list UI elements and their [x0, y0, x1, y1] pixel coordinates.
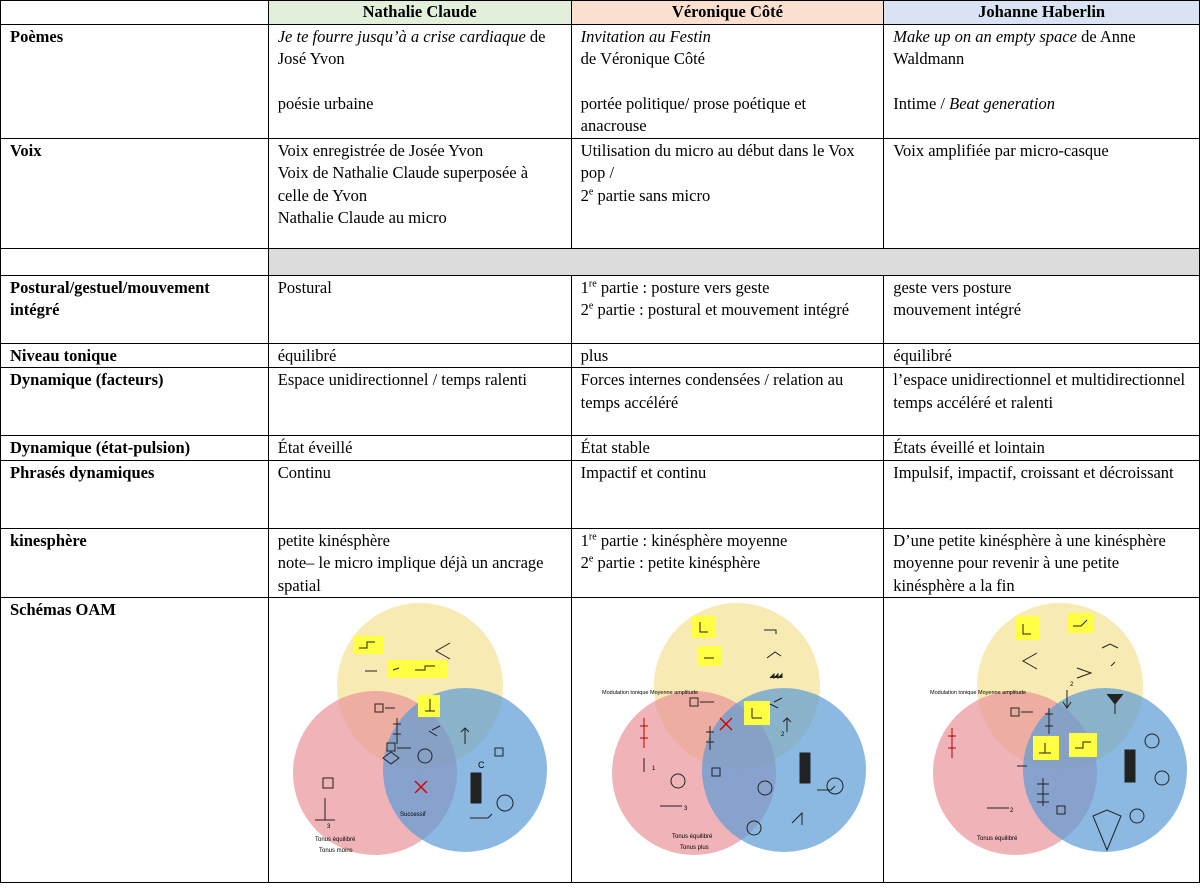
cell-voix-cote — [571, 138, 884, 248]
ordinal-suffix: e — [588, 186, 594, 197]
text-line: Nathalie Claude au micro — [277, 208, 447, 227]
cell-postural-claude: Postural — [268, 275, 571, 343]
sticky-note — [1033, 736, 1059, 760]
row-poemes — [1, 24, 1200, 138]
modulation-label: Modulation tonique Moyenne amplitude — [602, 690, 699, 696]
poem-title: Make up on an empty space — [893, 26, 1077, 46]
row-dyn-facteurs — [1, 368, 1200, 436]
row-label-kinesphere: kinesphère — [1, 528, 269, 598]
cell-kinesphere-cote — [571, 528, 884, 598]
tonus-label: Tonus équilibré — [672, 834, 713, 840]
body-shape — [800, 753, 810, 783]
poem-title: Je te fourre jusqu’à a crise cardiaque — [277, 26, 526, 46]
sticky-note — [1015, 616, 1039, 640]
poem-author: de José Yvon — [277, 26, 546, 68]
cell-dyn-facteurs-cote: Forces internes condensées / relation au temps accéléré — [571, 368, 884, 436]
ordinal: 2 — [580, 553, 589, 572]
oam-venn-diagram — [275, 598, 565, 878]
modulation-label: Modulation tonique Moyenne amplitude — [929, 690, 1026, 696]
poem-author: de Anne Waldmann — [893, 26, 1136, 68]
text-line: partie : posture vers geste — [596, 277, 770, 297]
cell-kinesphere-haberlin: D’une petite kinésphère à une kinésphère moyenne pour revenir à une petite kinésphère a la fin — [884, 528, 1200, 598]
cell-tonique-claude: équilibré — [268, 343, 571, 368]
cell-phrases-haberlin: Impulsif, impactif, croissant et décroissant — [884, 460, 1200, 528]
text-line: note– le micro implique déjà un ancrage spatial — [277, 553, 544, 595]
header-row — [1, 1, 1200, 25]
text-line: temps accéléré et ralenti — [893, 392, 1054, 412]
sticky-note — [1067, 613, 1093, 633]
separator-label-cell — [1, 248, 269, 275]
sticky-note — [697, 646, 721, 666]
row-schemas — [1, 598, 1200, 883]
cell-tonique-cote: plus — [571, 343, 884, 368]
ordinal: 2 — [580, 185, 589, 205]
header-veronique-cote: Véronique Côté — [571, 1, 884, 25]
text-line: petite kinésphère — [277, 530, 390, 550]
successif-label: Successif — [399, 812, 426, 818]
diagram-number: 3 — [684, 806, 688, 812]
ordinal: 2 — [580, 300, 589, 319]
cell-kinesphere-claude — [268, 528, 571, 598]
poem-title: Invitation au Festin — [580, 26, 711, 46]
row-postural — [1, 275, 1200, 343]
row-label-voix: Voix — [1, 138, 269, 248]
text-line: partie : petite kinésphère — [593, 553, 761, 572]
poem-note-italic: Beat generation — [949, 93, 1055, 113]
diagram-number: 2 — [1009, 808, 1013, 814]
ordinal-suffix: re — [588, 278, 597, 289]
row-label-dyn-facteurs: Dynamique (facteurs) — [1, 368, 269, 436]
header-blank — [1, 1, 269, 25]
text-line: partie sans micro — [593, 185, 711, 205]
diagram-letter: C — [477, 760, 485, 770]
text-line: partie : postural et mouvement intégré — [593, 300, 850, 319]
poem-note: portée politique/ prose poétique et anacrouse — [580, 93, 807, 135]
sticky-note — [353, 636, 383, 654]
cell-poemes-haberlin — [884, 24, 1200, 138]
separator-gray-cell — [268, 248, 1199, 275]
cell-schema-claude — [268, 598, 571, 883]
text-line: l’espace unidirectionnel et multidirectionnel — [893, 370, 1186, 389]
sticky-note — [418, 695, 440, 717]
ordinal-suffix: e — [588, 553, 594, 565]
tonus-label: Tonus équilibré — [314, 837, 356, 843]
row-dyn-etat — [1, 436, 1200, 461]
diagram-number: 2 — [781, 732, 785, 738]
ordinal-suffix: e — [588, 300, 594, 312]
text-line: mouvement intégré — [893, 300, 1022, 319]
tonus-label: Tonus moins — [318, 848, 353, 854]
ordinal: 1 — [580, 277, 589, 297]
cell-dyn-etat-haberlin: États éveillé et lointain — [884, 436, 1200, 461]
row-label-postural: Postural/gestuel/mouvement intégré — [1, 275, 269, 343]
sticky-note — [692, 616, 716, 638]
cell-phrases-claude: Continu — [268, 460, 571, 528]
row-label-schemas: Schémas OAM — [1, 598, 269, 883]
tonus-label: Tonus équilibré — [976, 836, 1017, 842]
ordinal-suffix: re — [588, 531, 597, 542]
text-line: partie : kinésphère moyenne — [596, 530, 788, 550]
poem-author: de Véronique Côté — [580, 49, 706, 68]
cell-schema-cote — [571, 598, 884, 883]
cell-dyn-facteurs-haberlin — [884, 368, 1200, 436]
row-phrases — [1, 460, 1200, 528]
body-shape — [1125, 750, 1135, 782]
row-kinesphere — [1, 528, 1200, 598]
header-johanne-haberlin: Johanne Haberlin — [884, 1, 1200, 25]
cell-voix-haberlin: Voix amplifiée par micro-casque — [884, 138, 1200, 248]
text-line: Utilisation du micro au début dans le Vox pop / — [580, 140, 855, 182]
venn-circle-blue — [1023, 688, 1187, 852]
venn-circle-blue — [383, 688, 547, 852]
poem-note: Intime / — [893, 93, 950, 113]
venn-circle-blue — [702, 688, 866, 852]
diagram-number: 2 — [1069, 682, 1073, 688]
cell-voix-claude — [268, 138, 571, 248]
cell-dyn-etat-cote: État stable — [571, 436, 884, 461]
cell-poemes-cote — [571, 24, 884, 138]
body-shape — [471, 773, 481, 803]
row-tonique — [1, 343, 1200, 368]
diagram-number: 3 — [326, 824, 331, 830]
cell-postural-haberlin — [884, 275, 1200, 343]
text-line: geste vers posture — [893, 277, 1012, 297]
cell-dyn-etat-claude: État éveillé — [268, 436, 571, 461]
cell-postural-cote — [571, 275, 884, 343]
row-separator — [1, 248, 1200, 275]
cell-phrases-cote: Impactif et continu — [571, 460, 884, 528]
cell-schema-haberlin — [884, 598, 1200, 883]
cell-dyn-facteurs-claude: Espace unidirectionnel / temps ralenti — [268, 368, 571, 436]
row-voix — [1, 138, 1200, 248]
row-label-poemes: Poèmes — [1, 24, 269, 138]
tonus-label: Tonus plus — [680, 845, 710, 851]
poem-note: poésie urbaine — [277, 93, 374, 113]
row-label-phrases: Phrasés dynamiques — [1, 460, 269, 528]
row-label-dyn-etat: Dynamique (état-pulsion) — [1, 436, 269, 461]
row-label-tonique: Niveau tonique — [1, 343, 269, 368]
oam-venn-diagram — [897, 598, 1187, 878]
oam-venn-diagram — [582, 598, 872, 878]
cell-poemes-claude — [268, 24, 571, 138]
sticky-note — [744, 701, 770, 725]
cell-tonique-haberlin: équilibré — [884, 343, 1200, 368]
header-nathalie-claude: Nathalie Claude — [268, 1, 571, 25]
text-line: Voix enregistrée de Josée Yvon — [277, 140, 484, 160]
text-line: Voix de Nathalie Claude superposée à celle de Yvon — [277, 163, 529, 205]
diagram-number: 1 — [652, 766, 656, 772]
ordinal: 1 — [580, 530, 589, 550]
